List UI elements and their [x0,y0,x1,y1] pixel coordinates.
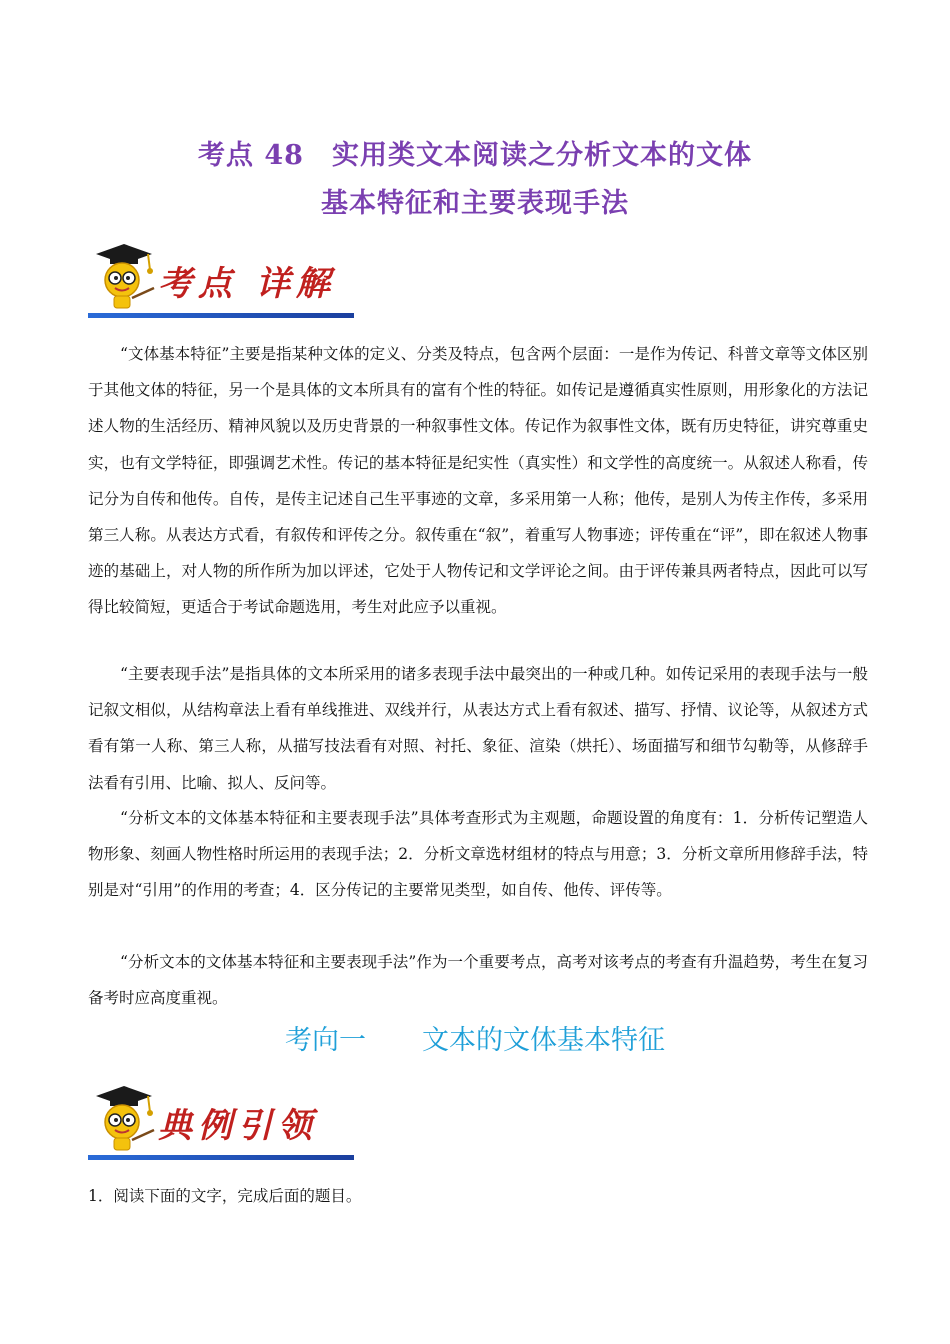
paragraph-3: “分析文本的文体基本特征和主要表现手法”具体考查形式为主观题，命题设置的角度有：1．分析传记塑造人物形象、刻画人物性格时所运用的表现手法；2．分析文章选材组材的特点与用意；3．分析文章所用修辞手法，特别是对“引用”的作用的考查；4．区分传记的主要常见类型，如自传、他传、评传等。 [88,809,868,900]
mascot-graduate-icon [88,240,160,312]
paragraph-1: “文体基本特征”主要是指某种文体的定义、分类及特点，包含两个层面：一是作为传记、科普文章等文体区别于其他文体的特征，另一个是具体的文本所具有的富有个性的特征。如传记是遵循真实性原则，用形象化的方法记述人物的生活经历、精神风貌以及历史背景的一种叙事性文体。传记作为叙事性文体，既有历史特征，讲究尊重史实，也有文学特征，即强调艺术性。传记的基本特征是纪实性（真实性）和文学性的高度统一。从叙述人称看，传记分为自传和他传。自传，是传主记述自己生平事迹的文章，多采用第一人称；他传，是别人为传主作传，多采用第三人称。从表达方式看，有叙传和评传之分。叙传重在“叙”，着重写人物事迹；评传重在“评”，即在叙述人物事迹的基础上，对人物的所作所为加以评述，它处于人物传记和文学评论之间。由于评传兼具两者特点，因此可以写得比较简短，更适合于考试命题选用，考生对此应予以重视。 [88,345,868,617]
page-title-line2: 基本特征和主要表现手法 [321,188,629,219]
page-title-line1: 考点 48 实用类文本阅读之分析文本的文体 [198,140,752,171]
banner-example [88,1080,356,1160]
banner-example-label: 典例引领 [158,1106,318,1146]
question-1: 1．阅读下面的文字，完成后面的题目。 [88,1187,362,1205]
banner-underline [88,1155,354,1160]
section-label: 考向一 [285,1025,366,1056]
paragraph-4: “分析文本的文体基本特征和主要表现手法”作为一个重要考点，高考对该考点的考查有升温趋势，考生在复习备考时应高度重视。 [88,953,868,1008]
section-heading [0,1018,950,1057]
section-title: 文本的文体基本特征 [422,1025,665,1056]
banner-underline [88,313,354,318]
banner-key-points [88,238,356,318]
paragraph-2: “主要表现手法”是指具体的文本所采用的诸多表现手法中最突出的一种或几种。如传记采用的表现手法与一般记叙文相似，从结构章法上看有单线推进、双线并行，从表达方式上看有叙述、描写、抒情、议论等，从叙述方式看有第一人称、第三人称，从描写技法看有对照、衬托、象征、渲染（烘托）、场面描写和细节勾勒等，从修辞手法看有引用、比喻、拟人、反问等。 [88,665,868,792]
mascot-graduate-icon [88,1082,160,1154]
banner-key-points-label: 考点 详解 [158,264,336,304]
